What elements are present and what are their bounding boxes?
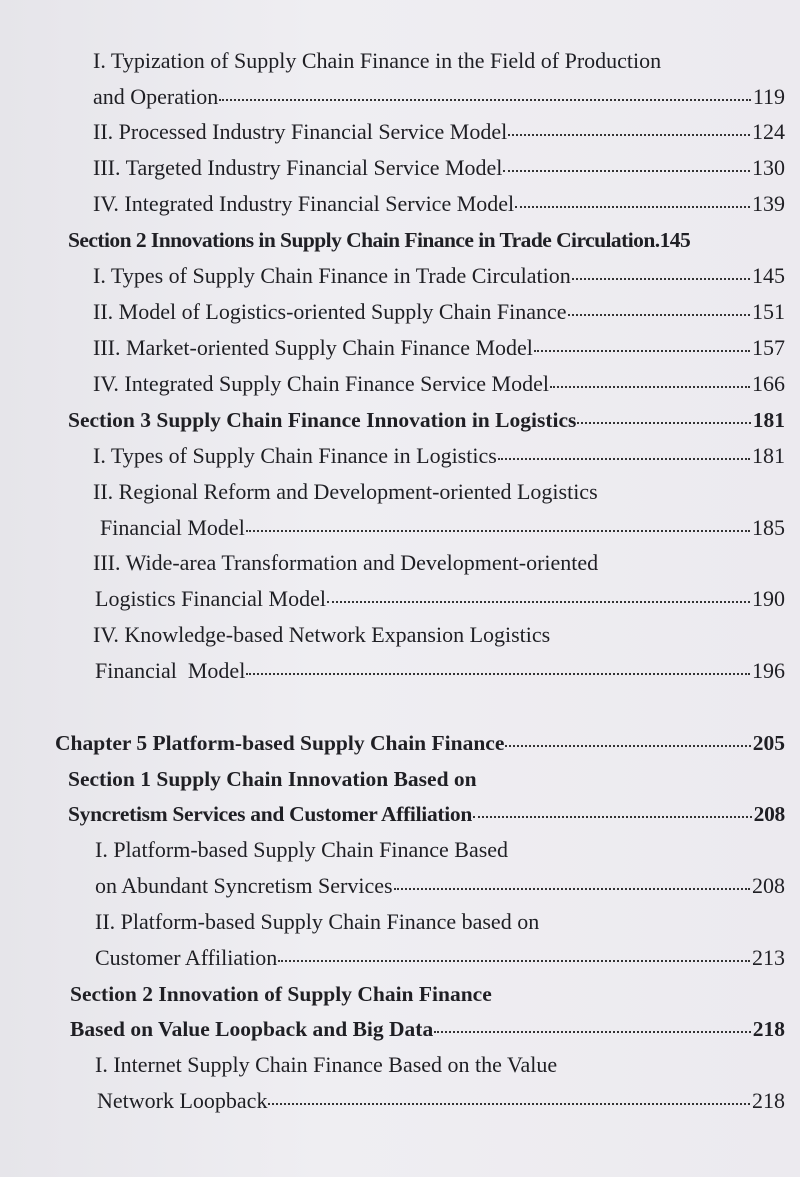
dot-leader (278, 960, 750, 962)
dot-leader (246, 673, 750, 675)
toc-section-entry[interactable] (68, 405, 785, 435)
toc-entry-line1: I. Platform-based Supply Chain Finance Based (95, 837, 509, 862)
toc-entry[interactable] (93, 189, 785, 219)
toc-page-number: 190 (752, 586, 785, 611)
toc-page-number: 130 (752, 155, 785, 180)
dot-leader (503, 170, 750, 172)
toc-page-number: 208 (753, 802, 785, 826)
toc-entry[interactable] (95, 656, 785, 686)
dot-leader (572, 278, 750, 280)
toc-page-number: 124 (752, 119, 785, 144)
toc-entry[interactable] (93, 369, 785, 399)
toc-page-number: 218 (752, 1088, 785, 1113)
toc-chapter-entry[interactable] (55, 728, 785, 758)
dot-leader (498, 458, 750, 460)
toc-section-line1: Section 1 Supply Chain Innovation Based on (68, 767, 477, 791)
toc-entry-title: IV. Integrated Supply Chain Finance Service Model (93, 371, 549, 396)
toc-entry-line1: I. Internet Supply Chain Finance Based on the Value (95, 1052, 558, 1077)
toc-entry-title: Section 3 Supply Chain Finance Innovation in Logistics (68, 408, 577, 432)
toc-entry-line1: II. Regional Reform and Development-oriented Logistics (93, 479, 598, 504)
toc-entry-title: I. Types of Supply Chain Finance in Trade Circulation (93, 263, 571, 288)
dot-leader (568, 314, 750, 316)
toc-page-number: 157 (752, 335, 785, 360)
dot-leader (577, 422, 750, 424)
toc-entry[interactable] (93, 261, 785, 291)
toc-section-line1: Section 2 Innovation of Supply Chain Finance (70, 982, 492, 1006)
toc-entry[interactable] (93, 441, 785, 471)
toc-page-number: 145 (659, 228, 691, 252)
toc-section-entry[interactable] (68, 799, 785, 829)
toc-entry-line1: II. Platform-based Supply Chain Finance based on (95, 909, 540, 934)
dot-leader (268, 1103, 750, 1105)
dot-leader (508, 134, 750, 136)
toc-page-number: 205 (752, 731, 785, 755)
toc-page-number: 181 (752, 408, 785, 432)
toc-entry-title: Section 2 Innovations in Supply Chain Finance in Trade Circulation. (68, 228, 660, 252)
toc-entry-title: Financial Model (100, 515, 245, 540)
toc-entry-title: III. Targeted Industry Financial Service Model (93, 155, 503, 180)
dot-leader (394, 888, 750, 890)
toc-page-number: 145 (752, 263, 785, 288)
dot-leader (473, 816, 752, 818)
toc-entry[interactable] (93, 153, 785, 183)
toc-entry-title: II. Model of Logistics-oriented Supply Chain Finance (93, 299, 567, 324)
toc-entry[interactable] (95, 871, 785, 901)
toc-entry[interactable] (97, 1086, 785, 1116)
toc-page-number: 181 (752, 443, 785, 468)
toc-entry[interactable] (95, 943, 785, 973)
toc-entry-title: Logistics Financial Model (95, 586, 326, 611)
toc-entry-line1: III. Wide-area Transformation and Development-oriented (93, 550, 599, 575)
toc-entry[interactable] (93, 117, 785, 147)
toc-entry-title: III. Market-oriented Supply Chain Finance Model (93, 335, 533, 360)
toc-entry[interactable] (100, 513, 785, 543)
toc-page-number: 196 (752, 658, 785, 683)
toc-page-number: 208 (752, 873, 785, 898)
dot-leader (534, 350, 750, 352)
toc-entry-title: Customer Affiliation (95, 945, 278, 970)
toc-entry-title: Based on Value Loopback and Big Data (70, 1017, 434, 1041)
dot-leader (515, 206, 750, 208)
toc-entry-title: Financial Model (95, 658, 246, 683)
toc-page-number: 218 (752, 1017, 785, 1041)
toc-entry-title: II. Processed Industry Financial Service Model (93, 119, 508, 144)
toc-entry-title: Syncretism Services and Customer Affiliation (68, 802, 473, 826)
dot-leader (550, 386, 750, 388)
toc-entry-title: IV. Integrated Industry Financial Service Model (93, 191, 515, 216)
toc-entry[interactable] (95, 584, 785, 614)
toc-entry-title: Network Loopback (97, 1088, 268, 1113)
toc-page-number: 166 (752, 371, 785, 396)
dot-leader (505, 745, 750, 747)
toc-section-entry[interactable] (68, 225, 785, 255)
toc-entry-line1: IV. Knowledge-based Network Expansion Logistics (93, 622, 551, 647)
toc-page-number: 185 (752, 515, 785, 540)
toc-section-entry[interactable] (70, 1014, 785, 1044)
dot-leader (246, 530, 750, 532)
toc-entry[interactable] (93, 333, 785, 363)
toc-page-number: 139 (752, 191, 785, 216)
toc-page-number: 151 (752, 299, 785, 324)
toc-entry-line1: I. Typization of Supply Chain Finance in the Field of Production (93, 48, 662, 73)
toc-page-number: 119 (752, 84, 785, 109)
toc-entry-title: Chapter 5 Platform-based Supply Chain Finance (55, 731, 505, 755)
toc-entry-title: I. Types of Supply Chain Finance in Logistics (93, 443, 497, 468)
toc-entry[interactable] (93, 297, 785, 327)
toc-page-number: 213 (752, 945, 785, 970)
dot-leader (219, 99, 751, 101)
dot-leader (327, 601, 750, 603)
toc-entry-title: and Operation (93, 84, 219, 109)
dot-leader (434, 1031, 751, 1033)
toc-entry[interactable] (93, 82, 785, 112)
toc-entry-title: on Abundant Syncretism Services (95, 873, 393, 898)
